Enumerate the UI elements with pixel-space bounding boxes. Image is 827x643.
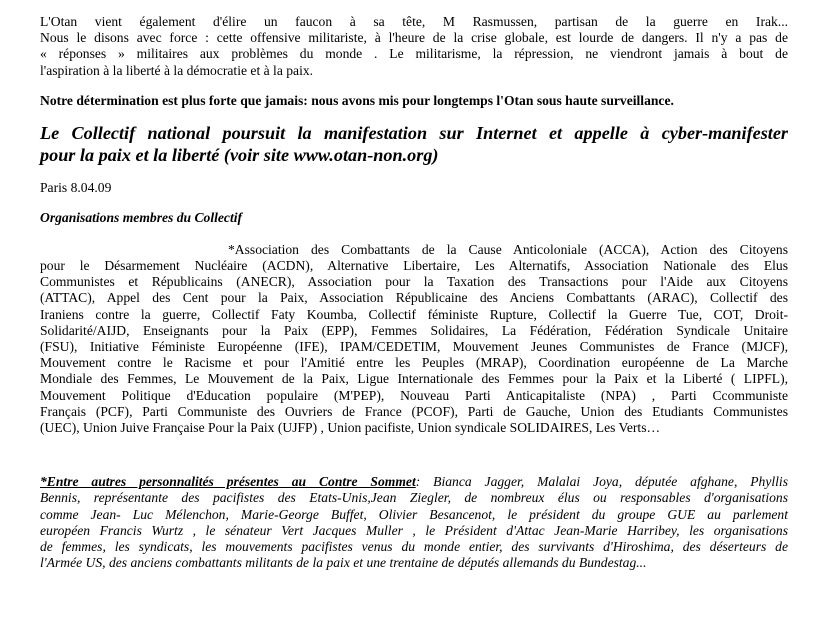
organisations-line: *Association des Combattants de la Cause Anticoloniale (ACCA), Action des Citoyens [228,241,788,257]
personalities-line: l'Armée US, des anciens combattants militants de la paix et une trentaine de députés allemands du Bundestag... [40,555,647,571]
organisations-line: Mondiale des Femmes, Le Mouvement de la Paix, Ligue Internationale des Femmes pour la Paix et la Liberté ( LIPFL), [40,371,788,387]
intro-paragraph [40,14,788,79]
organisations-line: pour le Désarmement Nucléaire (ACDN), Alternative Libertaire, Les Alternatifs, Association Nationale des Elus [40,258,788,274]
organisations-line: Communistes et Républicains (ANECR), Association pour la Taxation des Transactions pour l'Aide aux Citoyens [40,274,788,290]
intro-line: « réponses » militaires aux problèmes du monde . Le militarisme, la répression, ne viendront jamais à bout de [40,46,788,62]
intro-line: l'aspiration à la liberté à la démocratie et à la paix. [40,62,314,78]
appeal-heading [40,122,788,166]
intro-line: L'Otan vient également d'élire un faucon à sa tête, M Rasmussen, partisan de la guerre en Irak... [40,14,788,29]
organisations-line: Français (PCF), Parti Communiste des Ouvriers de France (PCOF), Parti de Gauche, Union des Etudiants Communistes [40,403,788,419]
organisations-line: (FSU), Initiative Féministe Européenne (IFE), IPAM/CEDETIM, Mouvement Jeunes Communistes de France (MJCF), [40,339,788,355]
personalities-line: de femmes, les syndicats, les mouvements pacifistes venus du monde entier, des survivants d'Hiroshima, des déserteurs de [40,539,788,555]
determination-statement: Notre détermination est plus forte que jamais: nous avons mis pour longtemps l'Otan sous haute surveillance. [40,92,674,108]
organisations-line: (ATTAC), Appel des Cent pour la Paix, Association Républicaine des Anciens Combattants (ARAC), Collectif des [40,290,788,306]
organisations-line: Solidarité/AIJD, Enseignants pour la Paix (EPP), Femmes Solidaires, La Fédération, Fédération Syndicale Unitaire [40,322,788,338]
document-page [40,14,788,571]
date-line: Paris 8.04.09 [40,179,112,195]
intro-line: Nous le disons avec force : cette offensive militariste, à l'heure de la crise globale, est lourde de dangers. Il n'y a pas de [40,30,788,46]
personalities-lead: *Entre autres personnalités présentes au Contre Sommet [40,474,416,490]
personalities-line: comme Jean- Luc Mélenchon, Marie-George Buffet, Olivier Besancenot, le président du groupe GUE au parlement [40,506,788,522]
personalities-paragraph [40,474,788,571]
personalities-line: européen Francis Wurtz , le sénateur Vert Jacques Muller , le Président d'Attac Jean-Marie Harribey, les organisations [40,522,788,538]
personalities-line: Bennis, représentante des pacifistes des Etats-Unis,Jean Ziegler, de nombreux élus ou responsables d'organisations [40,490,788,506]
personalities-line [40,474,788,490]
personalities-first-rest: : Bianca Jagger, Malalai Joya, députée afghane, Phyllis [415,474,788,490]
organisations-line: Mouvement Politique d'Education populaire (M'PEP), Nouveau Parti Anticapitaliste (NPA) , Parti Ccommuniste [40,387,788,403]
appeal-line: Le Collectif national poursuit la manifestation sur Internet et appelle à cyber-manifester [40,122,788,143]
organisations-list [40,242,788,436]
organisations-line: Iraniens contre la guerre, Collectif Faty Koumba, Collectif féministe Rupture, Collectif la Guerre Tue, COT, Droit- [40,306,788,322]
organisations-line: Mouvement contre le Racisme et pour l'Amitié entre les Peuples (MRAP), Coordination européenne de La Marche [40,355,788,371]
organisations-title: Organisations membres du Collectif [40,209,243,225]
appeal-line: pour la paix et la liberté (voir site www.otan-non.org) [40,144,439,165]
organisations-line: (UEC), Union Juive Française Pour la Paix (UJFP) , Union pacifiste, Union syndicale SOLIDAIRES, Les Verts… [40,420,661,436]
